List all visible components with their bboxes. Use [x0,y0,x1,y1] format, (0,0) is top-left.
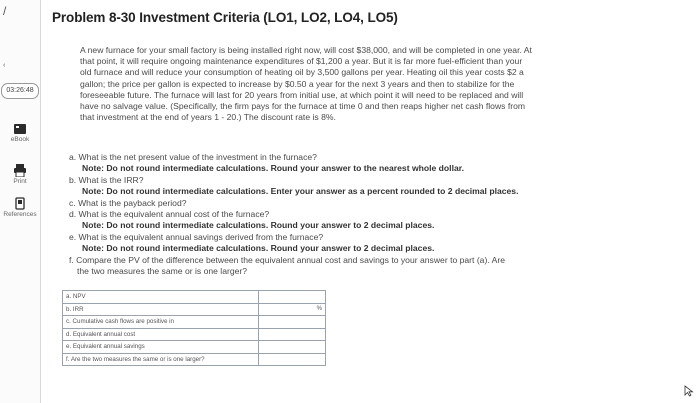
note-e: Note: Do not round intermediate calculations. Round your answer to 2 decimal places. [82,243,435,254]
timer-badge [1,83,39,99]
ebook-label: eBook [10,136,30,143]
eac-input[interactable] [259,328,326,341]
problem-line: foreseeable future. The furnace will last for 20 years from initial use, at which point it will need to be replaced and will [80,89,524,100]
ebook-button[interactable] [0,123,40,143]
row-label: f. Are the two measures the same or is one larger? [63,353,259,366]
note-b: Note: Do not round intermediate calculations. Enter your answer as a percent rounded to 2 decimal places. [82,186,519,197]
question-a: a. What is the net present value of the investment in the furnace? [69,152,317,162]
left-sidebar [0,0,41,403]
question-c: c. What is the payback period? [69,197,187,208]
note-a: Note: Do not round intermediate calculations. Round your answer to the nearest whole dollar. [82,163,464,174]
problem-line: that investment at the end of years 1 - 20.) The discount rate is 8%. [80,112,336,123]
question-d: d. What is the equivalent annual cost of the furnace? [69,209,270,220]
references-label: References [3,211,37,218]
table-row [63,303,326,316]
timer-text: 03:26:48 [6,87,34,94]
print-button[interactable] [0,164,40,185]
problem-line: A new furnace for your small factory is being installed right now, will cost $38,000, and will be completed in one year. At [80,45,532,55]
question-f-continued: the two measures the same or is one larger? [77,266,248,277]
note-d: Note: Do not round intermediate calculations. Round your answer to 2 decimal places. [82,220,435,231]
mouse-cursor-icon [684,385,694,397]
row-label: c. Cumulative cash flows are positive in [63,316,259,329]
question-list [69,152,649,277]
ebook-icon [13,123,27,135]
row-label: d. Equivalent annual cost [63,328,259,341]
row-label: a. NPV [63,291,259,304]
print-label: Print [13,178,27,185]
page-title: Problem 8-30 Investment Criteria (LO1, LO2, LO4, LO5) [52,10,398,25]
problem-line: old furnace and will reduce your consumption of heating oil by 3,500 gallons per year. Heating oil this year costs $2 a [80,67,524,78]
table-row [63,353,326,366]
table-row [63,341,326,354]
row-label: b. IRR [63,303,259,316]
payback-input[interactable] [259,316,326,329]
problem-line: gallon; the price per gallon is expected to increase by $0.50 a year for the next 3 years and then to stabilize for the [80,78,515,89]
question-e: e. What is the equivalent annual savings derived from the furnace? [69,231,324,242]
table-row [63,328,326,341]
printer-icon [13,164,27,177]
side-marker-icon: ‹ [3,62,6,69]
answer-table [62,290,326,366]
irr-input[interactable] [259,303,326,316]
references-button[interactable] [0,197,40,218]
npv-input[interactable] [259,291,326,304]
row-label: e. Equivalent annual savings [63,341,259,354]
eas-input[interactable] [259,341,326,354]
problem-line: that point, it will require ongoing maintenance expenditures of $1,200 a year. But it is far more fuel-efficient than your [80,56,523,67]
comparison-select[interactable] [259,353,326,366]
table-row [63,291,326,304]
table-row [63,316,326,329]
problem-line: have no salvage value. (Specifically, the firm pays for the furnace at time 0 and then reaps higher net cash flows from [80,101,526,112]
question-f: f. Compare the PV of the difference between the equivalent annual cost and savings to your answer to part (a). Are [69,254,505,265]
references-icon [13,197,27,210]
collapse-tick-icon[interactable]: / [3,4,7,18]
problem-statement [80,45,657,123]
question-b: b. What is the IRR? [69,174,144,185]
percent-sign: % [316,306,322,313]
